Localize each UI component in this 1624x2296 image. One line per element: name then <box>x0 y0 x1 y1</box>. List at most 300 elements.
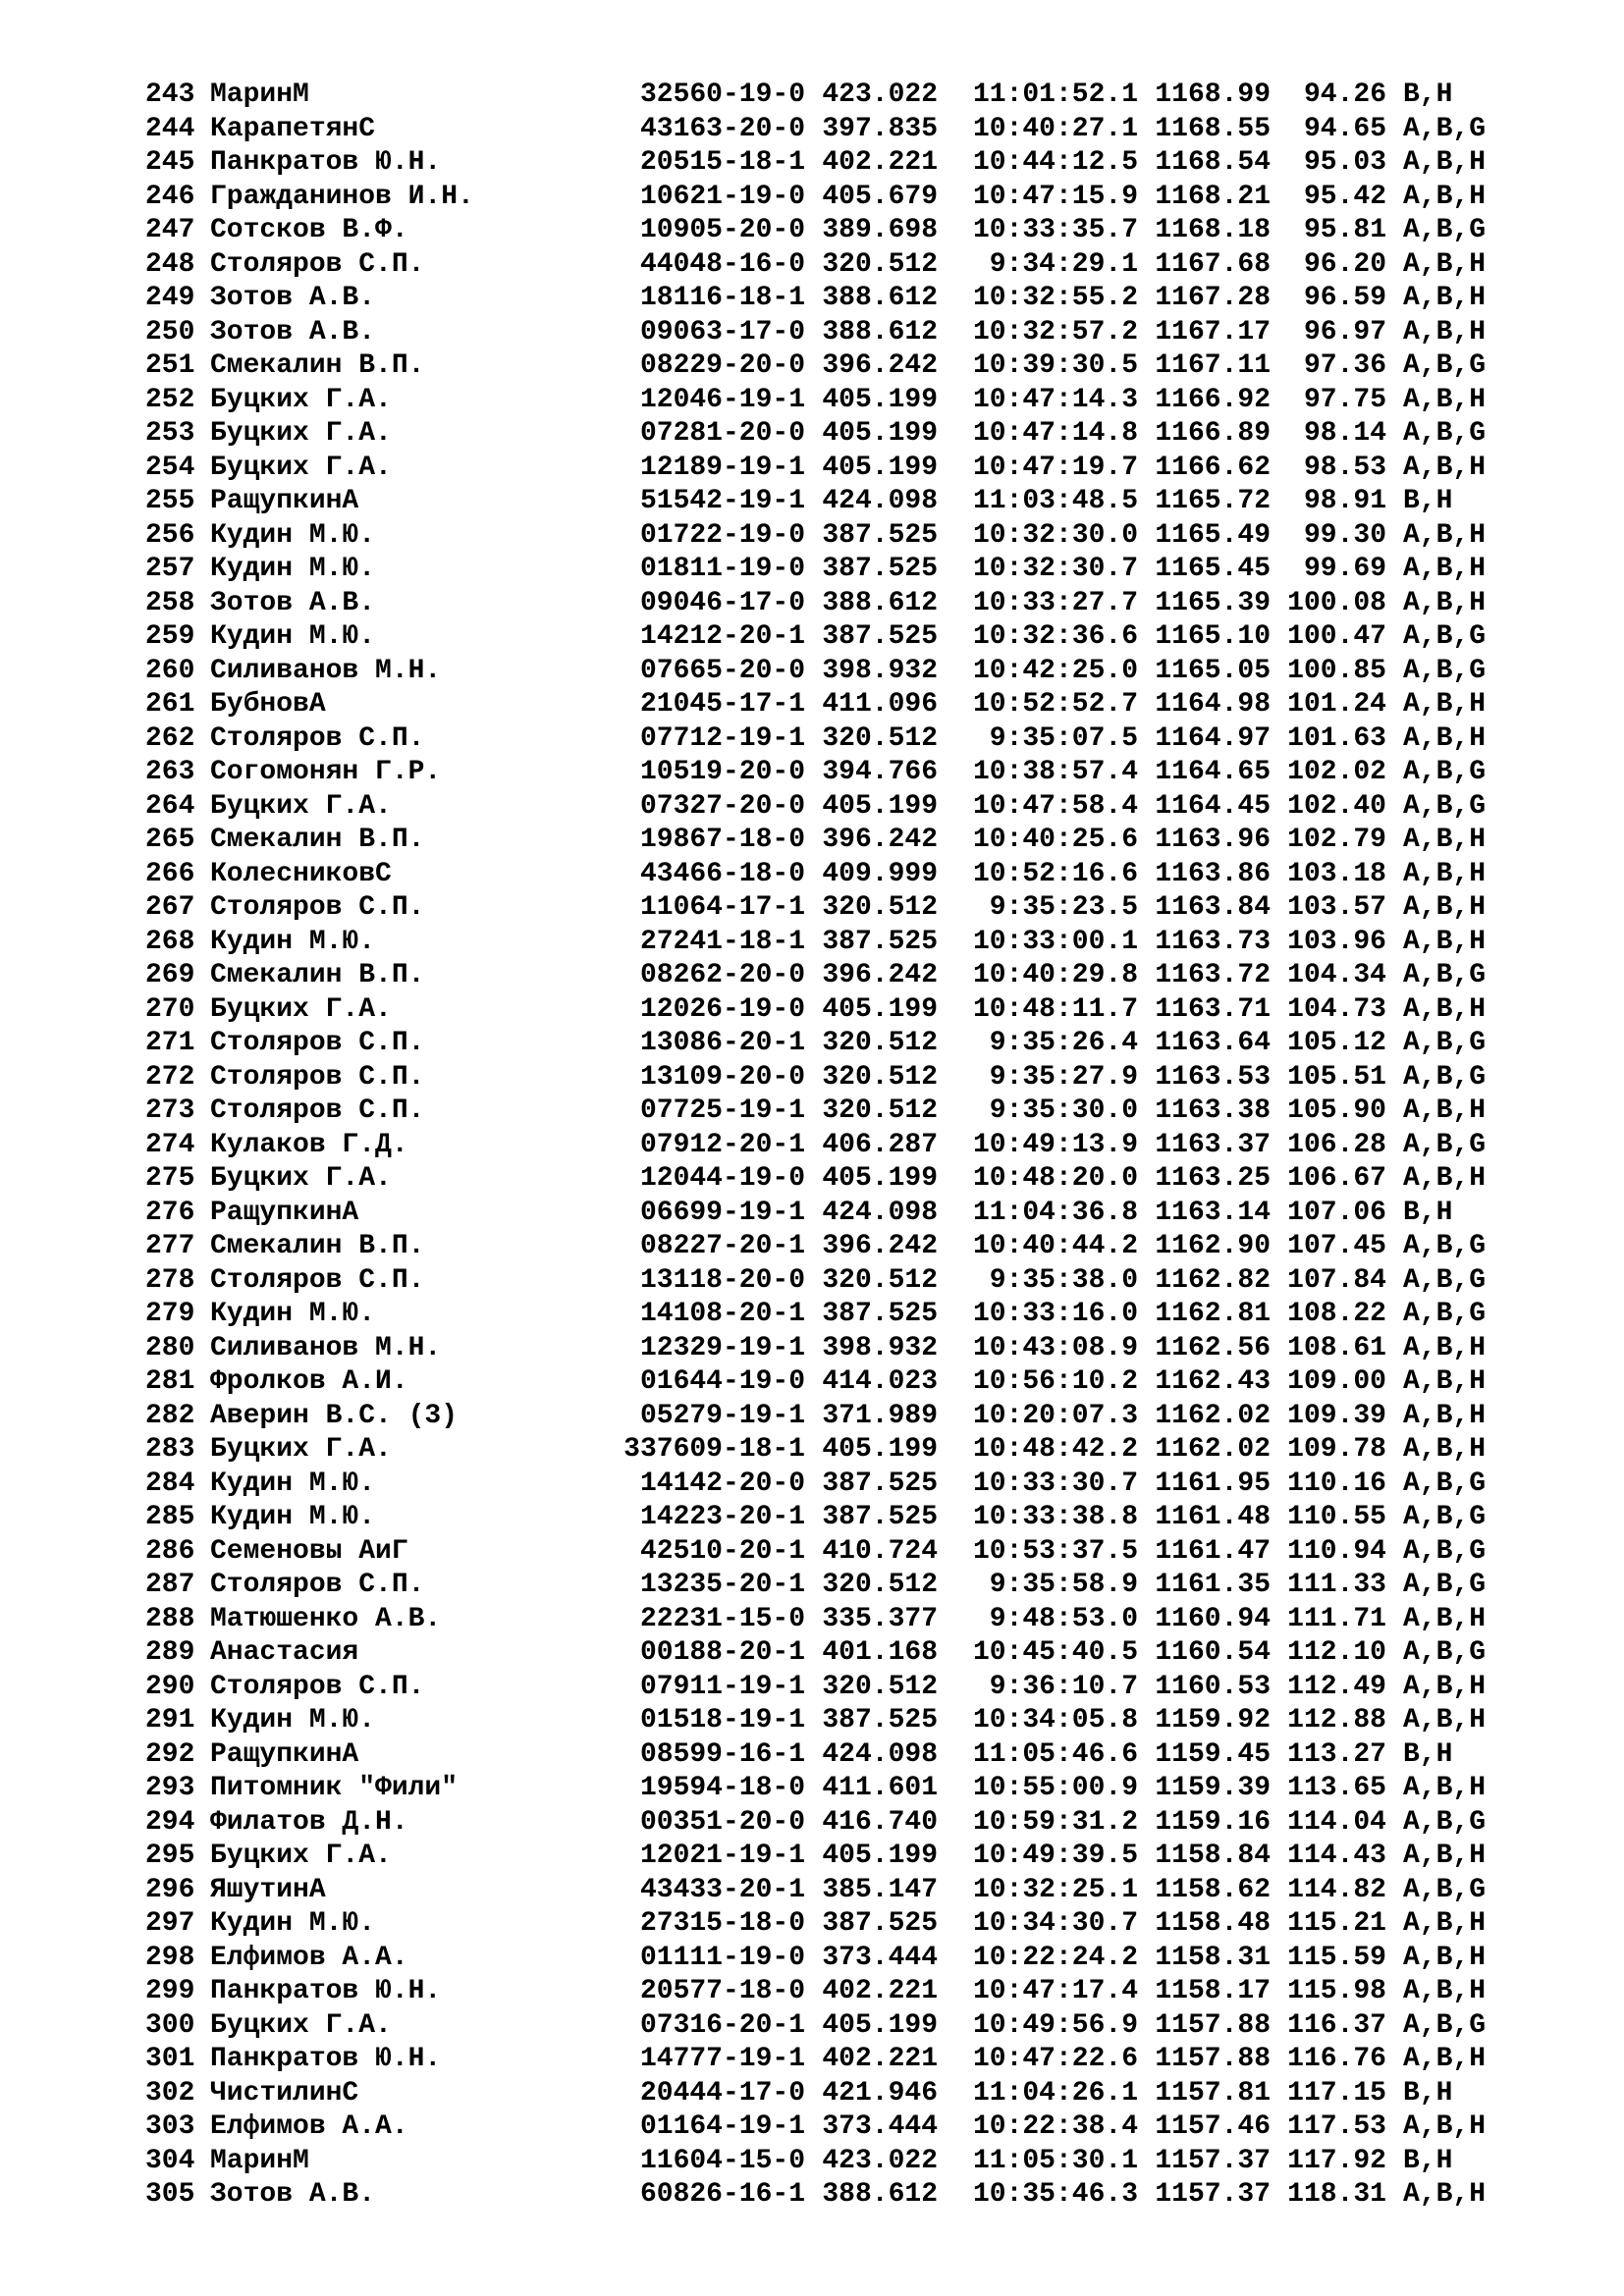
points-cell: 95.42 <box>1303 181 1386 212</box>
arrival-time-cell: 10:40:25.6 <box>972 825 1138 855</box>
points-cell: 101.24 <box>1287 689 1386 720</box>
speed-cell: 1162.90 <box>1155 1231 1271 1261</box>
distance-cell: 411.096 <box>822 689 938 720</box>
ring-number-cell: 13235-20-1 <box>639 1570 805 1600</box>
fancier-name-cell: РащупкинА <box>210 486 359 516</box>
points-cell: 112.88 <box>1287 1705 1386 1735</box>
arrival-time-cell: 9:35:26.4 <box>989 1028 1138 1058</box>
distance-cell: 388.612 <box>822 587 938 618</box>
table-row <box>145 2178 1514 2213</box>
speed-cell: 1163.73 <box>1155 926 1271 957</box>
speed-cell: 1160.53 <box>1155 1671 1271 1702</box>
table-row <box>145 1129 1514 1163</box>
class-cell: A,B,H <box>1403 1773 1487 1803</box>
table-row <box>145 1027 1514 1061</box>
arrival-time-cell: 10:43:08.9 <box>972 1332 1138 1363</box>
speed-cell: 1158.62 <box>1155 1874 1271 1905</box>
arrival-time-cell: 10:49:39.5 <box>972 1841 1138 1871</box>
speed-cell: 1166.92 <box>1155 384 1271 415</box>
table-row <box>145 1400 1514 1434</box>
position-cell: 293 <box>145 1773 195 1803</box>
class-cell: A,B,G <box>1403 621 1487 652</box>
class-cell: A,B,G <box>1403 350 1487 381</box>
class-cell: A,B,H <box>1403 892 1487 923</box>
distance-cell: 401.168 <box>822 1637 938 1668</box>
points-cell: 114.82 <box>1287 1874 1386 1905</box>
points-cell: 107.84 <box>1287 1264 1386 1296</box>
points-cell: 108.61 <box>1287 1332 1386 1363</box>
fancier-name-cell: Буцких Г.А. <box>210 1163 392 1194</box>
fancier-name-cell: Буцких Г.А. <box>210 384 392 415</box>
ring-number-cell: 19867-18-0 <box>639 825 805 855</box>
fancier-name-cell: Силиванов М.Н. <box>210 1332 442 1363</box>
arrival-time-cell: 10:48:20.0 <box>972 1163 1138 1194</box>
speed-cell: 1162.82 <box>1155 1264 1271 1296</box>
table-row <box>145 1162 1514 1197</box>
position-cell: 264 <box>145 790 195 822</box>
distance-cell: 409.999 <box>822 858 938 889</box>
ring-number-cell: 20444-17-0 <box>639 2077 805 2109</box>
points-cell: 104.73 <box>1287 993 1386 1025</box>
arrival-time-cell: 11:01:52.1 <box>972 80 1138 110</box>
distance-cell: 405.199 <box>822 1163 938 1194</box>
class-cell: A,B,H <box>1403 2111 1487 2142</box>
points-cell: 113.27 <box>1287 1738 1386 1770</box>
table-row <box>145 1806 1514 1841</box>
fancier-name-cell: Кудин М.Ю. <box>210 926 376 957</box>
points-cell: 110.16 <box>1287 1468 1386 1499</box>
arrival-time-cell: 10:47:22.6 <box>972 2044 1138 2074</box>
points-cell: 97.36 <box>1303 350 1386 381</box>
table-row <box>145 2009 1514 2044</box>
position-cell: 245 <box>145 147 195 178</box>
points-cell: 94.65 <box>1303 113 1386 144</box>
points-cell: 110.55 <box>1287 1502 1386 1532</box>
table-row <box>145 756 1514 790</box>
position-cell: 279 <box>145 1299 195 1329</box>
fancier-name-cell: КарапетянС <box>210 113 376 144</box>
ring-number-cell: 07712-19-1 <box>639 722 805 754</box>
fancier-name-cell: РащупкинА <box>210 1197 359 1228</box>
ring-number-cell: 43433-20-1 <box>639 1874 805 1905</box>
class-cell: A,B,H <box>1403 283 1487 313</box>
class-cell: A,B,G <box>1403 655 1487 686</box>
points-cell: 107.45 <box>1287 1231 1386 1261</box>
class-cell: A,B,G <box>1403 1535 1487 1567</box>
fancier-name-cell: Анастасия <box>210 1637 359 1668</box>
ring-number-cell: 18116-18-1 <box>639 283 805 313</box>
class-cell: A,B,H <box>1403 858 1487 889</box>
class-cell: A,B,H <box>1403 384 1487 415</box>
ring-number-cell: 01518-19-1 <box>639 1705 805 1735</box>
speed-cell: 1164.97 <box>1155 722 1271 754</box>
points-cell: 94.26 <box>1303 80 1386 110</box>
class-cell: A,B,G <box>1403 1231 1487 1261</box>
points-cell: 105.51 <box>1287 1061 1386 1093</box>
position-cell: 284 <box>145 1468 195 1499</box>
arrival-time-cell: 9:34:29.1 <box>989 248 1138 280</box>
speed-cell: 1158.17 <box>1155 1976 1271 2006</box>
arrival-time-cell: 11:05:46.6 <box>972 1738 1138 1770</box>
points-cell: 106.67 <box>1287 1163 1386 1194</box>
speed-cell: 1165.05 <box>1155 655 1271 686</box>
distance-cell: 389.698 <box>822 215 938 245</box>
arrival-time-cell: 10:32:25.1 <box>972 1874 1138 1905</box>
fancier-name-cell: Гражданинов И.Н. <box>210 181 474 212</box>
distance-cell: 423.022 <box>822 2145 938 2176</box>
arrival-time-cell: 9:35:58.9 <box>989 1570 1138 1600</box>
class-cell: A,B,H <box>1403 1841 1487 1871</box>
fancier-name-cell: Смекалин В.П. <box>210 350 425 381</box>
fancier-name-cell: Столяров С.П. <box>210 248 425 280</box>
distance-cell: 387.525 <box>822 926 938 957</box>
distance-cell: 320.512 <box>822 1264 938 1296</box>
arrival-time-cell: 10:52:52.7 <box>972 689 1138 720</box>
fancier-name-cell: Кудин М.Ю. <box>210 1468 376 1499</box>
class-cell: A,B,H <box>1403 689 1487 720</box>
ring-number-cell: 14777-19-1 <box>639 2044 805 2074</box>
fancier-name-cell: Смекалин В.П. <box>210 960 425 990</box>
position-cell: 252 <box>145 384 195 415</box>
fancier-name-cell: Согомонян Г.Р. <box>210 757 442 787</box>
position-cell: 263 <box>145 757 195 787</box>
class-cell: A,B,G <box>1403 1874 1487 1905</box>
class-cell: A,B,H <box>1403 554 1487 584</box>
table-row <box>145 452 1514 486</box>
ring-number-cell: 10621-19-0 <box>639 181 805 212</box>
ring-number-cell: 27241-18-1 <box>639 926 805 957</box>
table-row <box>145 113 1514 147</box>
results-list <box>145 79 1514 2213</box>
distance-cell: 424.098 <box>822 1738 938 1770</box>
position-cell: 298 <box>145 1942 195 1973</box>
fancier-name-cell: Смекалин В.П. <box>210 825 425 855</box>
position-cell: 255 <box>145 486 195 516</box>
fancier-name-cell: Матюшенко А.В. <box>210 1603 442 1634</box>
position-cell: 296 <box>145 1874 195 1905</box>
ring-number-cell: 09063-17-0 <box>639 316 805 347</box>
arrival-time-cell: 10:40:27.1 <box>972 113 1138 144</box>
table-row <box>145 1433 1514 1468</box>
table-row <box>145 1603 1514 1637</box>
distance-cell: 402.221 <box>822 147 938 178</box>
arrival-time-cell: 10:48:42.2 <box>972 1434 1138 1465</box>
table-row <box>145 553 1514 587</box>
distance-cell: 388.612 <box>822 316 938 347</box>
ring-number-cell: 08229-20-0 <box>639 350 805 381</box>
points-cell: 117.53 <box>1287 2111 1386 2142</box>
table-row <box>145 1671 1514 1705</box>
fancier-name-cell: Столяров С.П. <box>210 1061 425 1093</box>
points-cell: 113.65 <box>1287 1773 1386 1803</box>
speed-cell: 1158.31 <box>1155 1942 1271 1973</box>
table-row <box>145 1197 1514 1231</box>
table-row <box>145 181 1514 215</box>
distance-cell: 397.835 <box>822 113 938 144</box>
table-row <box>145 1230 1514 1264</box>
fancier-name-cell: Буцких Г.А. <box>210 790 392 822</box>
speed-cell: 1157.81 <box>1155 2077 1271 2109</box>
distance-cell: 396.242 <box>822 350 938 381</box>
position-cell: 281 <box>145 1366 195 1397</box>
distance-cell: 385.147 <box>822 1874 938 1905</box>
table-row <box>145 349 1514 384</box>
table-row <box>145 1942 1514 1976</box>
fancier-name-cell: Фролков А.И. <box>210 1366 408 1397</box>
points-cell: 110.94 <box>1287 1535 1386 1567</box>
distance-cell: 320.512 <box>822 892 938 923</box>
table-row <box>145 926 1514 960</box>
table-row <box>145 2145 1514 2179</box>
points-cell: 114.04 <box>1287 1806 1386 1838</box>
distance-cell: 394.766 <box>822 757 938 787</box>
speed-cell: 1167.68 <box>1155 248 1271 280</box>
arrival-time-cell: 10:33:35.7 <box>972 215 1138 245</box>
distance-cell: 387.525 <box>822 1299 938 1329</box>
fancier-name-cell: Питомник "Фили" <box>210 1773 459 1803</box>
class-cell: A,B,H <box>1403 1603 1487 1634</box>
table-row <box>145 587 1514 621</box>
table-row <box>145 485 1514 519</box>
speed-cell: 1165.72 <box>1155 486 1271 516</box>
position-cell: 285 <box>145 1502 195 1532</box>
position-cell: 301 <box>145 2044 195 2074</box>
arrival-time-cell: 10:47:58.4 <box>972 790 1138 822</box>
fancier-name-cell: Зотов А.В. <box>210 316 376 347</box>
arrival-time-cell: 10:47:19.7 <box>972 452 1138 483</box>
points-cell: 96.97 <box>1303 316 1386 347</box>
arrival-time-cell: 11:05:30.1 <box>972 2145 1138 2176</box>
position-cell: 290 <box>145 1671 195 1702</box>
fancier-name-cell: Кудин М.Ю. <box>210 621 376 652</box>
speed-cell: 1158.48 <box>1155 1908 1271 1939</box>
distance-cell: 320.512 <box>822 1028 938 1058</box>
points-cell: 109.00 <box>1287 1366 1386 1397</box>
arrival-time-cell: 10:47:17.4 <box>972 1976 1138 2006</box>
ring-number-cell: 60826-16-1 <box>639 2179 805 2210</box>
ring-number-cell: 00188-20-1 <box>639 1637 805 1668</box>
ring-number-cell: 13109-20-0 <box>639 1061 805 1093</box>
speed-cell: 1168.55 <box>1155 113 1271 144</box>
speed-cell: 1163.38 <box>1155 1095 1271 1126</box>
distance-cell: 320.512 <box>822 248 938 280</box>
position-cell: 269 <box>145 960 195 990</box>
fancier-name-cell: Буцких Г.А. <box>210 1841 392 1871</box>
arrival-time-cell: 10:38:57.4 <box>972 757 1138 787</box>
position-cell: 275 <box>145 1163 195 1194</box>
distance-cell: 405.199 <box>822 993 938 1025</box>
speed-cell: 1162.02 <box>1155 1400 1271 1431</box>
position-cell: 256 <box>145 519 195 551</box>
ring-number-cell: 27315-18-0 <box>639 1908 805 1939</box>
fancier-name-cell: РащупкинА <box>210 1738 359 1770</box>
fancier-name-cell: Кулаков Г.Д. <box>210 1129 408 1160</box>
arrival-time-cell: 10:33:27.7 <box>972 587 1138 618</box>
table-row <box>145 384 1514 418</box>
fancier-name-cell: БубновА <box>210 689 326 720</box>
class-cell: A,B,H <box>1403 147 1487 178</box>
class-cell: A,B,H <box>1403 1434 1487 1465</box>
arrival-time-cell: 10:53:37.5 <box>972 1535 1138 1567</box>
points-cell: 102.40 <box>1287 790 1386 822</box>
points-cell: 97.75 <box>1303 384 1386 415</box>
position-cell: 287 <box>145 1570 195 1600</box>
table-row <box>145 1298 1514 1332</box>
speed-cell: 1165.49 <box>1155 519 1271 551</box>
points-cell: 105.90 <box>1287 1095 1386 1126</box>
position-cell: 243 <box>145 80 195 110</box>
ring-number-cell: 01722-19-0 <box>639 519 805 551</box>
speed-cell: 1160.54 <box>1155 1637 1271 1668</box>
points-cell: 99.30 <box>1303 519 1386 551</box>
table-row <box>145 1061 1514 1095</box>
points-cell: 102.79 <box>1287 825 1386 855</box>
fancier-name-cell: ЯшутинА <box>210 1874 326 1905</box>
arrival-time-cell: 10:47:14.8 <box>972 418 1138 449</box>
ring-number-cell: 14223-20-1 <box>639 1502 805 1532</box>
table-row <box>145 519 1514 554</box>
arrival-time-cell: 10:33:38.8 <box>972 1502 1138 1532</box>
speed-cell: 1164.45 <box>1155 790 1271 822</box>
position-cell: 277 <box>145 1231 195 1261</box>
ring-number-cell: 07911-19-1 <box>639 1671 805 1702</box>
speed-cell: 1166.62 <box>1155 452 1271 483</box>
ring-number-cell: 43466-18-0 <box>639 858 805 889</box>
ring-number-cell: 10905-20-0 <box>639 215 805 245</box>
speed-cell: 1165.45 <box>1155 554 1271 584</box>
arrival-time-cell: 9:35:23.5 <box>989 892 1138 923</box>
arrival-time-cell: 10:49:13.9 <box>972 1129 1138 1160</box>
fancier-name-cell: Кудин М.Ю. <box>210 1705 376 1735</box>
ring-number-cell: 07912-20-1 <box>639 1129 805 1160</box>
class-cell: B,H <box>1403 80 1453 110</box>
points-cell: 100.47 <box>1287 621 1386 652</box>
position-cell: 268 <box>145 926 195 957</box>
table-row <box>145 1738 1514 1773</box>
points-cell: 105.12 <box>1287 1028 1386 1058</box>
distance-cell: 405.679 <box>822 181 938 212</box>
fancier-name-cell: Кудин М.Ю. <box>210 1908 376 1939</box>
fancier-name-cell: Елфимов А.А. <box>210 2111 408 2142</box>
position-cell: 249 <box>145 283 195 313</box>
fancier-name-cell: Столяров С.П. <box>210 1264 425 1296</box>
fancier-name-cell: Аверин В.С. (3) <box>210 1400 459 1431</box>
table-row <box>145 1975 1514 2009</box>
points-cell: 112.49 <box>1287 1671 1386 1702</box>
points-cell: 108.22 <box>1287 1299 1386 1329</box>
table-row <box>145 722 1514 757</box>
distance-cell: 410.724 <box>822 1535 938 1567</box>
table-row <box>145 891 1514 926</box>
position-cell: 299 <box>145 1976 195 2006</box>
distance-cell: 405.199 <box>822 1434 938 1465</box>
class-cell: A,B,G <box>1403 418 1487 449</box>
fancier-name-cell: Столяров С.П. <box>210 1028 425 1058</box>
points-cell: 95.81 <box>1303 215 1386 245</box>
fancier-name-cell: Сотсков В.Ф. <box>210 215 408 245</box>
fancier-name-cell: Столяров С.П. <box>210 722 425 754</box>
ring-number-cell: 00351-20-0 <box>639 1806 805 1838</box>
ring-number-cell: 14212-20-1 <box>639 621 805 652</box>
speed-cell: 1159.16 <box>1155 1806 1271 1838</box>
ring-number-cell: 08227-20-1 <box>639 1231 805 1261</box>
class-cell: A,B,G <box>1403 1061 1487 1093</box>
points-cell: 102.02 <box>1287 757 1386 787</box>
points-cell: 96.20 <box>1303 248 1386 280</box>
distance-cell: 335.377 <box>822 1603 938 1634</box>
arrival-time-cell: 10:39:30.5 <box>972 350 1138 381</box>
class-cell: A,B,G <box>1403 1637 1487 1668</box>
distance-cell: 371.989 <box>822 1400 938 1431</box>
points-cell: 104.34 <box>1287 960 1386 990</box>
points-cell: 118.31 <box>1287 2179 1386 2210</box>
position-cell: 265 <box>145 825 195 855</box>
fancier-name-cell: Панкратов Ю.Н. <box>210 2044 442 2074</box>
table-row <box>145 1569 1514 1603</box>
distance-cell: 320.512 <box>822 1095 938 1126</box>
speed-cell: 1167.17 <box>1155 316 1271 347</box>
ring-number-cell: 09046-17-0 <box>639 587 805 618</box>
ring-number-cell: 13118-20-0 <box>639 1264 805 1296</box>
distance-cell: 373.444 <box>822 2111 938 2142</box>
speed-cell: 1161.47 <box>1155 1535 1271 1567</box>
ring-number-cell: 11604-15-0 <box>639 2145 805 2176</box>
fancier-name-cell: Кудин М.Ю. <box>210 554 376 584</box>
fancier-name-cell: Буцких Г.А. <box>210 1434 392 1465</box>
position-cell: 294 <box>145 1806 195 1838</box>
class-cell: A,B,H <box>1403 587 1487 618</box>
speed-cell: 1157.46 <box>1155 2111 1271 2142</box>
arrival-time-cell: 10:32:55.2 <box>972 283 1138 313</box>
table-row <box>145 1468 1514 1502</box>
distance-cell: 405.199 <box>822 790 938 822</box>
speed-cell: 1168.99 <box>1155 80 1271 110</box>
fancier-name-cell: Панкратов Ю.Н. <box>210 147 442 178</box>
arrival-time-cell: 10:34:30.7 <box>972 1908 1138 1939</box>
class-cell: A,B,H <box>1403 181 1487 212</box>
ring-number-cell: 08262-20-0 <box>639 960 805 990</box>
class-cell: A,B,H <box>1403 926 1487 957</box>
speed-cell: 1163.72 <box>1155 960 1271 990</box>
speed-cell: 1163.71 <box>1155 993 1271 1025</box>
class-cell: B,H <box>1403 2077 1453 2109</box>
table-row <box>145 655 1514 689</box>
fancier-name-cell: Кудин М.Ю. <box>210 519 376 551</box>
distance-cell: 320.512 <box>822 1570 938 1600</box>
distance-cell: 405.199 <box>822 452 938 483</box>
ring-number-cell: 06699-19-1 <box>639 1197 805 1228</box>
position-cell: 278 <box>145 1264 195 1296</box>
arrival-time-cell: 10:32:36.6 <box>972 621 1138 652</box>
arrival-time-cell: 10:42:25.0 <box>972 655 1138 686</box>
speed-cell: 1159.39 <box>1155 1773 1271 1803</box>
fancier-name-cell: Столяров С.П. <box>210 892 425 923</box>
points-cell: 95.03 <box>1303 147 1386 178</box>
position-cell: 251 <box>145 350 195 381</box>
distance-cell: 405.199 <box>822 418 938 449</box>
speed-cell: 1163.86 <box>1155 858 1271 889</box>
arrival-time-cell: 10:34:05.8 <box>972 1705 1138 1735</box>
arrival-time-cell: 9:35:27.9 <box>989 1061 1138 1093</box>
position-cell: 262 <box>145 722 195 754</box>
distance-cell: 396.242 <box>822 1231 938 1261</box>
class-cell: A,B,H <box>1403 1976 1487 2006</box>
position-cell: 250 <box>145 316 195 347</box>
table-row <box>145 1535 1514 1570</box>
fancier-name-cell: Столяров С.П. <box>210 1095 425 1126</box>
ring-number-cell: 13086-20-1 <box>639 1028 805 1058</box>
class-cell: A,B,H <box>1403 2044 1487 2074</box>
